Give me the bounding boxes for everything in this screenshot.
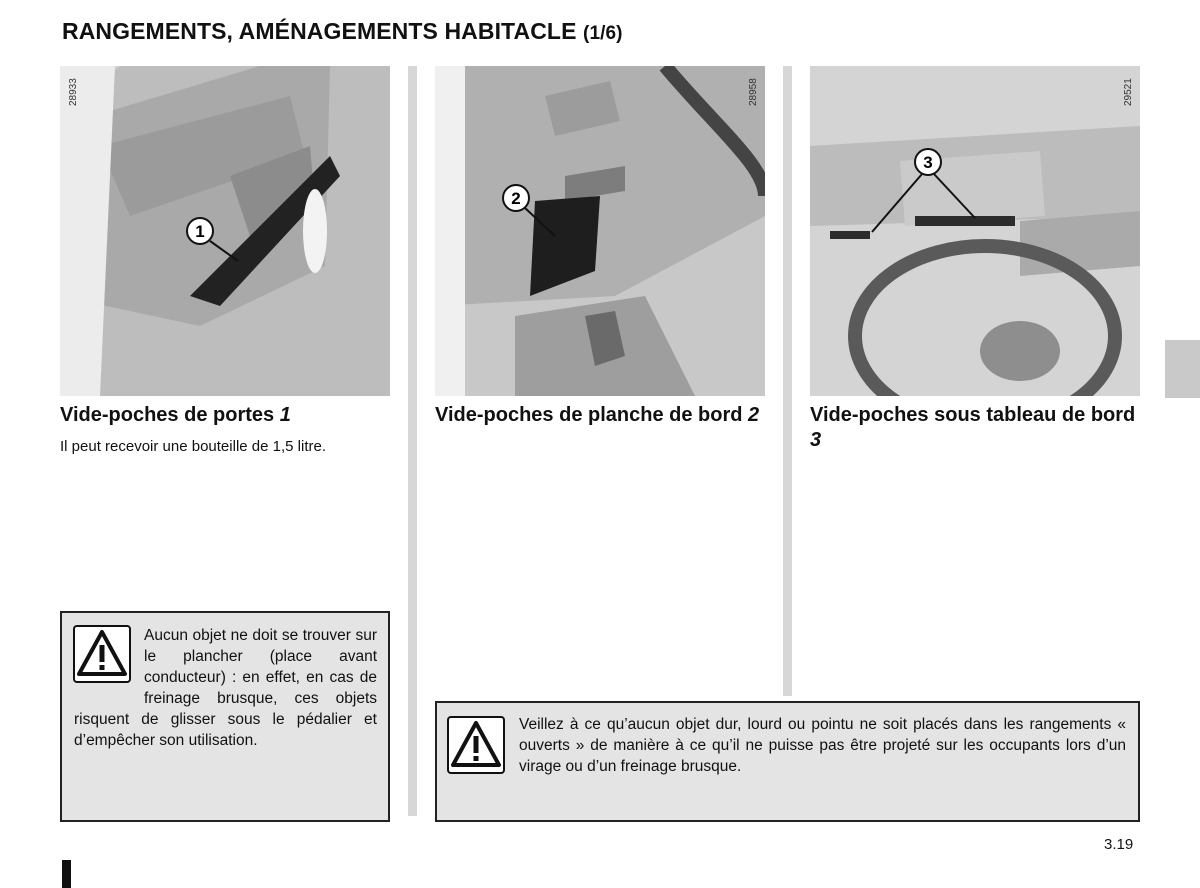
door-pocket-photo	[60, 66, 390, 396]
page-title-text: RANGEMENTS, AMÉNAGEMENTS HABITACLE	[62, 18, 577, 44]
caption-dashboard-pocket-text: Vide-poches de planche de bord	[435, 404, 743, 426]
chapter-side-tab	[1165, 340, 1200, 398]
callout-2: 2	[511, 189, 521, 208]
under-dash-pocket-photo	[810, 66, 1140, 396]
warning-box-open-storage	[435, 701, 1140, 822]
column-divider-1	[408, 66, 417, 816]
caption-dashboard-pocket	[435, 403, 765, 428]
caption-under-dash-pocket	[810, 403, 1145, 453]
warning-floor-text: Aucun objet ne doit se trouver sur le plancher (place avant conducteur) : en effet, en cas de freinage brusque, ces objets risquent de glisser sous le pédalier et d’empêcher son utilisation.	[74, 627, 377, 749]
caption-door-pocket	[60, 403, 400, 428]
photo-ref-code-2: 28958	[748, 78, 759, 106]
icon-float-spacer	[74, 625, 144, 709]
caption-under-dash-pocket-text: Vide-poches sous tableau de bord	[810, 404, 1136, 426]
dashboard-pocket-photo	[435, 66, 765, 396]
caption-under-dash-pocket-num: 3	[810, 429, 822, 451]
warning-box-floor	[60, 611, 390, 822]
photo-ref-code-1: 28933	[68, 78, 79, 106]
door-pocket-description: Il peut recevoir une bouteille de 1,5 litre.	[60, 438, 326, 455]
page-number: 3.19	[1104, 836, 1134, 853]
caption-dashboard-pocket-num: 2	[748, 404, 760, 426]
callout-1: 1	[195, 222, 205, 241]
caption-door-pocket-text: Vide-poches de portes	[60, 404, 275, 426]
column-divider-2	[783, 66, 792, 696]
page-part-indicator: (1/6)	[583, 23, 623, 44]
warning-open-storage-text: Veillez à ce qu’aucun objet dur, lourd ou pointu ne soit placés dans les rangements « ouverts » de manière à ce qu’il ne puisse pas être projeté sur les occupants lors d’un virage ou d’un freinage brusque.	[519, 716, 1126, 775]
corner-mark	[62, 860, 71, 888]
callout-3: 3	[923, 153, 933, 172]
warning-triangle-icon	[447, 716, 505, 774]
caption-door-pocket-num: 1	[279, 404, 291, 426]
page-title	[62, 18, 623, 45]
photo-ref-code-3: 29521	[1123, 78, 1134, 106]
